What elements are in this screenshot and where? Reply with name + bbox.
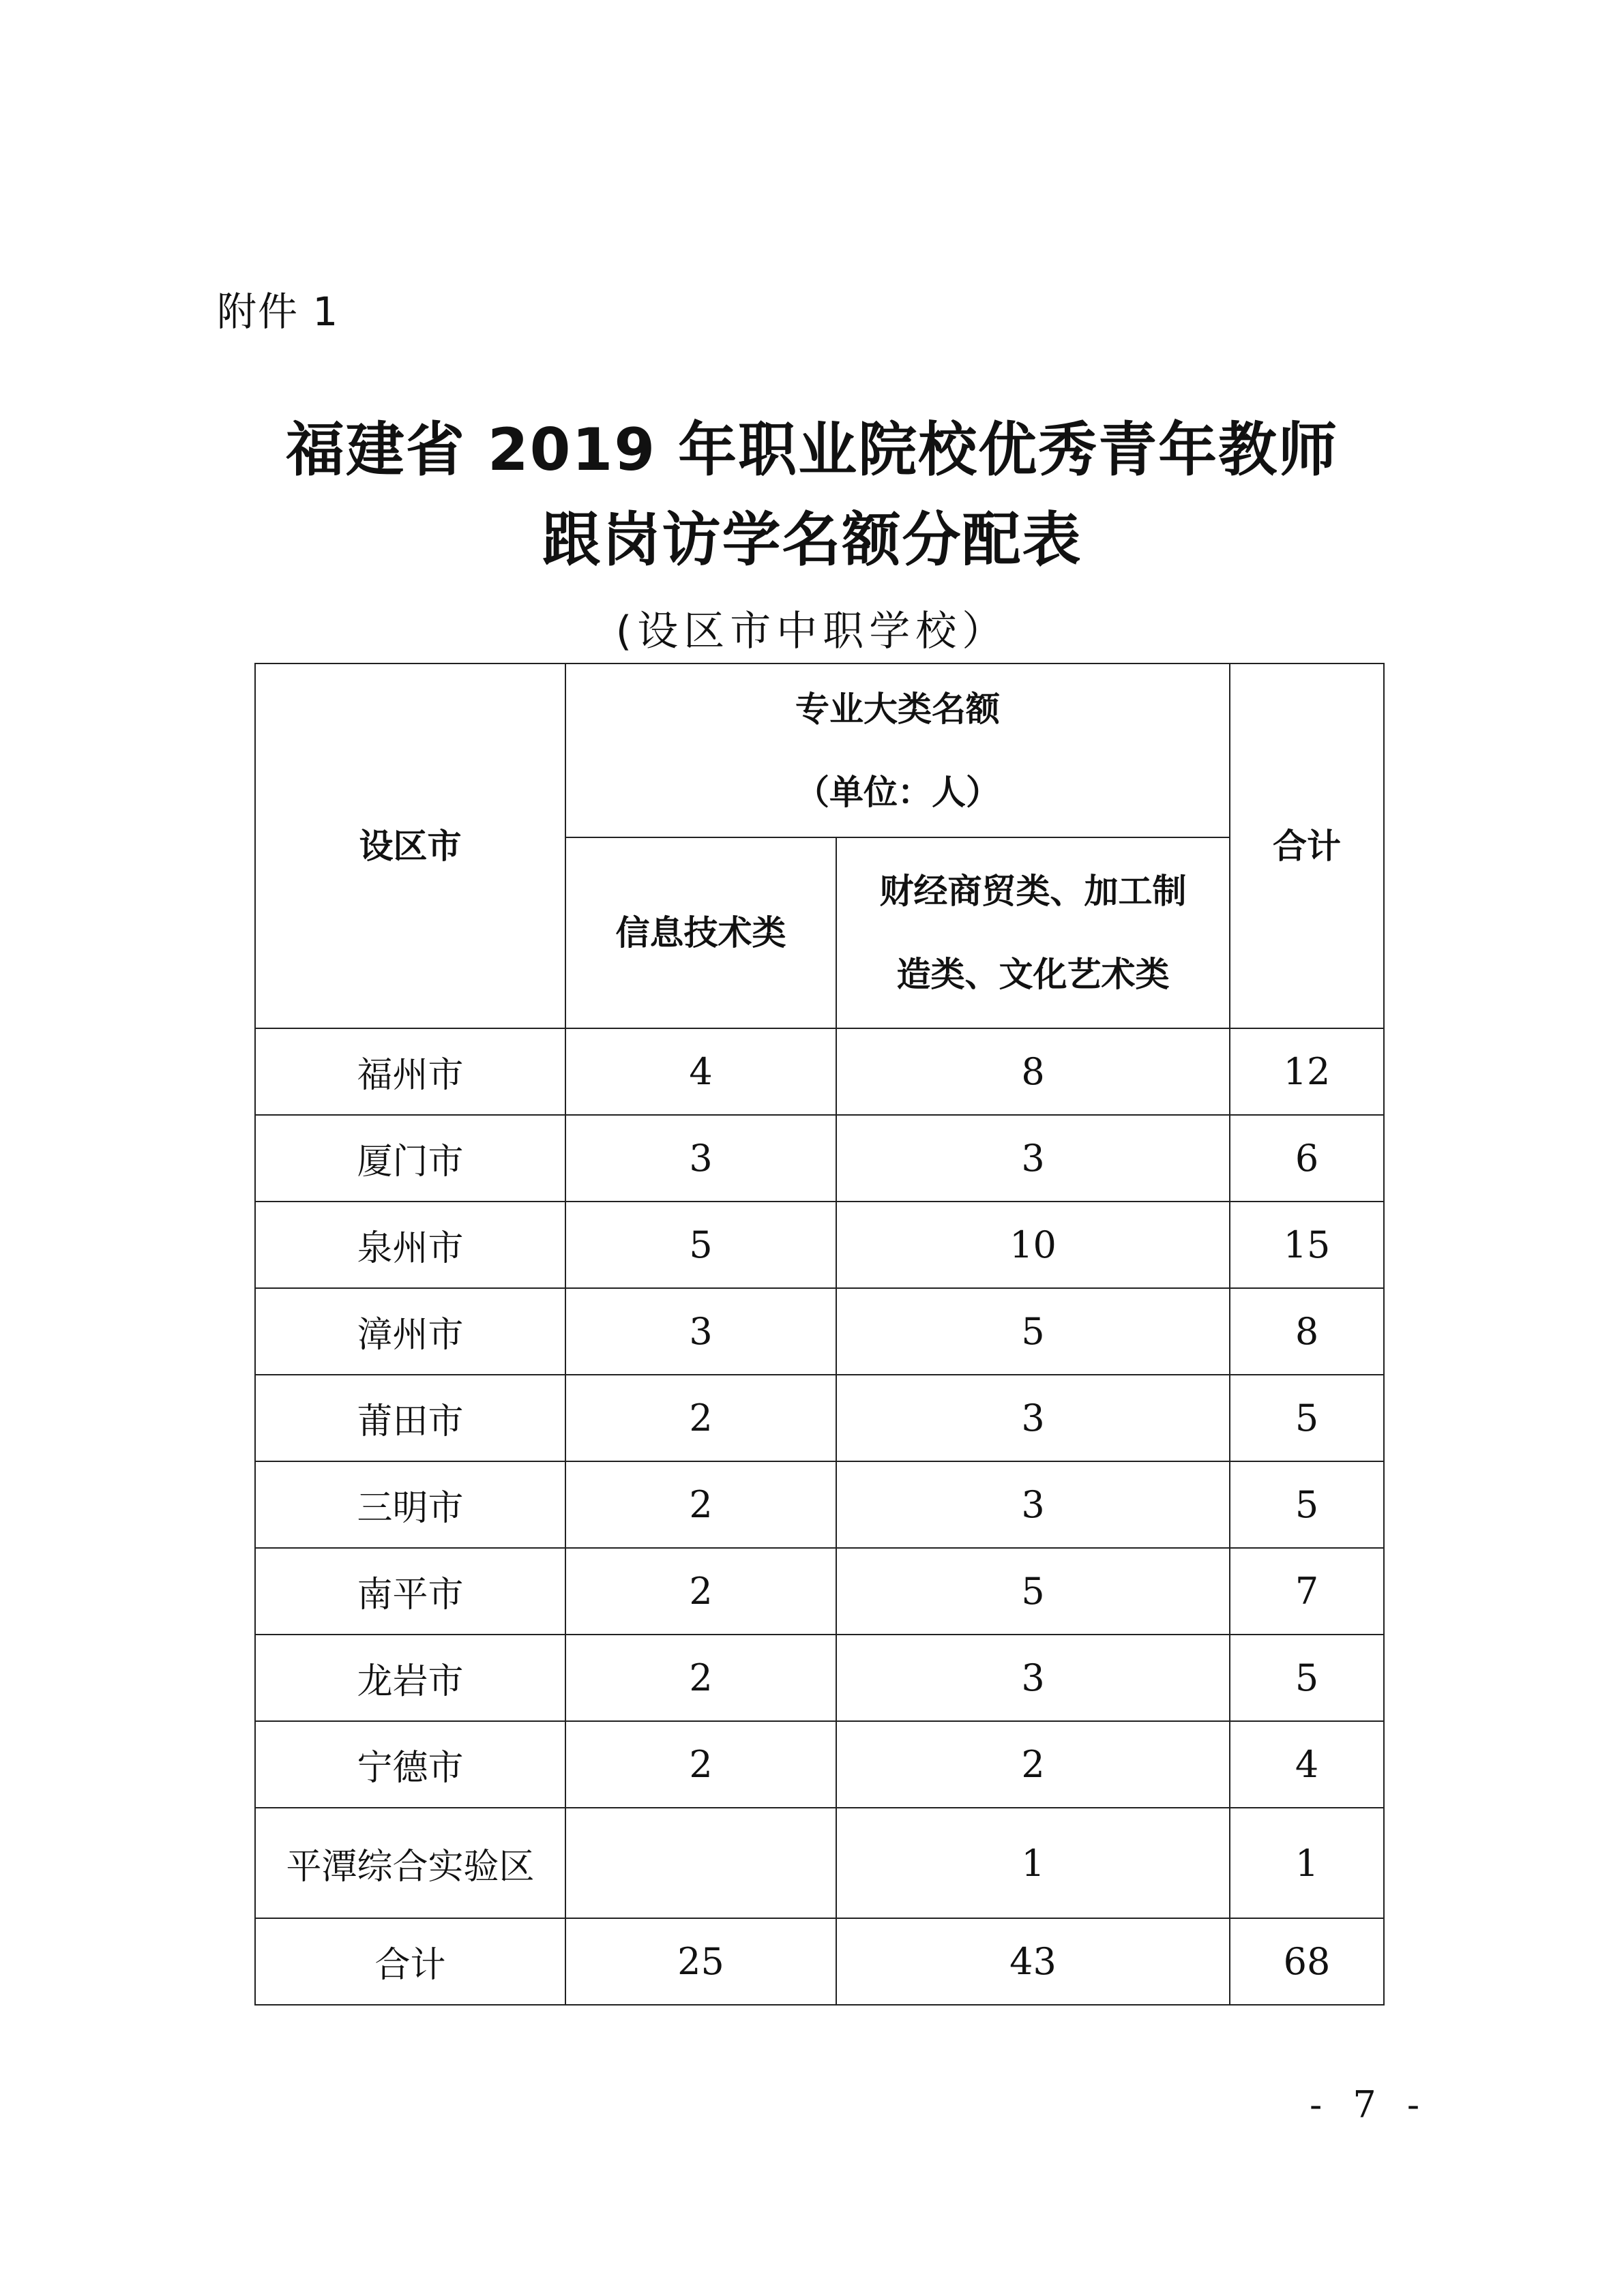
cell-total: 7 [1230, 1548, 1384, 1635]
header-other-line-2: 造类、文化艺术类 [896, 955, 1170, 994]
cell-it: 2 [565, 1461, 836, 1548]
cell-region: 福州市 [255, 1028, 565, 1115]
cell-it: 3 [565, 1115, 836, 1202]
table-row [255, 1115, 1384, 1202]
cell-other: 1 [836, 1808, 1230, 1918]
table-row [255, 1202, 1384, 1288]
quota-allocation-table [254, 663, 1385, 2006]
cell-total: 5 [1230, 1635, 1384, 1721]
cell-region: 泉州市 [255, 1202, 565, 1288]
table-row [255, 1808, 1384, 1918]
cell-region: 平潭综合实验区 [255, 1808, 565, 1918]
table-header-row-1 [255, 664, 1384, 837]
cell-region: 宁德市 [255, 1721, 565, 1808]
table-row [255, 1548, 1384, 1635]
cell-total: 4 [1230, 1721, 1384, 1808]
cell-total: 8 [1230, 1288, 1384, 1375]
cell-other: 10 [836, 1202, 1230, 1288]
attachment-label: 附件 1 [217, 288, 340, 335]
cell-total: 5 [1230, 1375, 1384, 1461]
cell-it [565, 1808, 836, 1918]
cell-other: 3 [836, 1375, 1230, 1461]
table-subtitle: (设区市中职学校） [615, 608, 1009, 655]
cell-total: 12 [1230, 1028, 1384, 1115]
cell-other: 8 [836, 1028, 1230, 1115]
table-row [255, 1375, 1384, 1461]
cell-region: 合计 [255, 1918, 565, 2005]
cell-total: 5 [1230, 1461, 1384, 1548]
header-region: 设区市 [255, 664, 565, 1028]
cell-total: 1 [1230, 1808, 1384, 1918]
page-number: - 7 - [1310, 2083, 1430, 2126]
header-category-group-line-1: 专业大类名额 [795, 689, 1000, 729]
cell-it: 2 [565, 1375, 836, 1461]
cell-region: 厦门市 [255, 1115, 565, 1202]
header-it: 信息技术类 [565, 837, 836, 1028]
header-other-categories [836, 837, 1230, 1028]
cell-it: 2 [565, 1721, 836, 1808]
cell-other: 3 [836, 1115, 1230, 1202]
cell-other: 5 [836, 1288, 1230, 1375]
table-total-row [255, 1918, 1384, 2005]
cell-other: 2 [836, 1721, 1230, 1808]
table-row [255, 1721, 1384, 1808]
header-other-line-1: 财经商贸类、加工制 [879, 871, 1187, 911]
document-title-line-1: 福建省 2019 年职业院校优秀青年教师 [285, 416, 1339, 484]
table-row [255, 1461, 1384, 1548]
cell-it: 4 [565, 1028, 836, 1115]
header-category-group-line-2: （单位：人） [795, 772, 1000, 812]
table-row [255, 1028, 1384, 1115]
cell-total: 6 [1230, 1115, 1384, 1202]
document-title-line-2: 跟岗访学名额分配表 [542, 506, 1082, 574]
cell-total: 15 [1230, 1202, 1384, 1288]
cell-region: 漳州市 [255, 1288, 565, 1375]
cell-region: 龙岩市 [255, 1635, 565, 1721]
cell-region: 三明市 [255, 1461, 565, 1548]
cell-region: 南平市 [255, 1548, 565, 1635]
cell-it: 3 [565, 1288, 836, 1375]
header-total: 合计 [1230, 664, 1384, 1028]
cell-it: 2 [565, 1635, 836, 1721]
cell-region: 莆田市 [255, 1375, 565, 1461]
cell-it: 5 [565, 1202, 836, 1288]
cell-other: 3 [836, 1461, 1230, 1548]
cell-it: 2 [565, 1548, 836, 1635]
table-row [255, 1288, 1384, 1375]
cell-other: 5 [836, 1548, 1230, 1635]
cell-total: 68 [1230, 1918, 1384, 2005]
header-category-group [565, 664, 1230, 837]
cell-other: 3 [836, 1635, 1230, 1721]
cell-it: 25 [565, 1918, 836, 2005]
cell-other: 43 [836, 1918, 1230, 2005]
table-row [255, 1635, 1384, 1721]
